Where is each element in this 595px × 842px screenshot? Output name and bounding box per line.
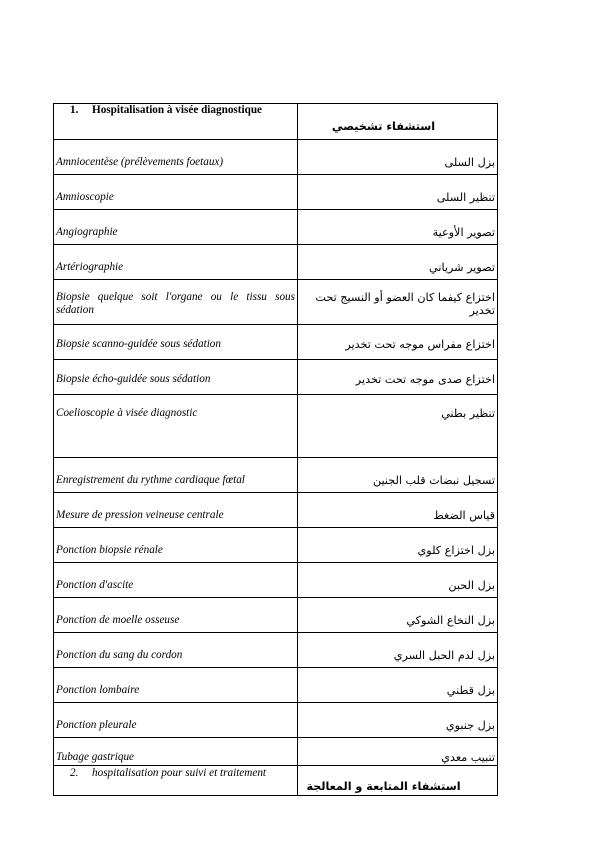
row-fr-text: Artériographie xyxy=(56,261,124,273)
row-fr xyxy=(54,668,298,703)
row-ar xyxy=(298,493,498,528)
section-1-title-ar: استشفاء تشخيصي xyxy=(298,104,498,140)
row-ar xyxy=(298,528,498,563)
row-fr xyxy=(54,175,298,210)
section-header-row xyxy=(54,104,498,140)
row-fr xyxy=(54,493,298,528)
row-fr xyxy=(54,325,298,360)
row-fr-text: Biopsie scanno-guidée sous sédation xyxy=(56,338,221,350)
table-row xyxy=(54,360,498,395)
table-row xyxy=(54,280,498,325)
table-row xyxy=(54,245,498,280)
row-fr xyxy=(54,528,298,563)
row-fr xyxy=(54,563,298,598)
row-fr-text: Enregistrement du rythme cardiaque fœtal xyxy=(56,474,245,486)
row-fr-text: Ponction d'ascite xyxy=(56,579,134,591)
section-2-title-text: hospitalisation pour suivi et traitement xyxy=(92,767,267,779)
row-fr-text: Ponction lombaire xyxy=(56,684,140,696)
row-ar-text: تصوير شرياني xyxy=(429,261,495,274)
row-ar-text: بزل السلى xyxy=(444,156,495,169)
row-ar-text: تصوير الأوعية xyxy=(432,226,495,239)
section-2-title-fr xyxy=(54,766,298,796)
row-fr xyxy=(54,360,298,395)
table-row xyxy=(54,703,498,738)
table-row xyxy=(54,668,498,703)
row-ar-text: بزل قطني xyxy=(446,684,495,697)
row-fr xyxy=(54,395,298,458)
row-ar xyxy=(298,738,498,766)
row-ar xyxy=(298,668,498,703)
row-ar xyxy=(298,633,498,668)
row-ar xyxy=(298,458,498,493)
row-ar-text: تنظير بطني xyxy=(441,407,495,420)
row-ar-text: بزل الحبن xyxy=(448,579,495,592)
row-ar-text: بزل جنبوي xyxy=(445,719,495,732)
row-fr xyxy=(54,703,298,738)
row-ar xyxy=(298,245,498,280)
row-fr xyxy=(54,633,298,668)
row-ar-text: تنظير السلى xyxy=(436,191,495,204)
table-row xyxy=(54,633,498,668)
row-ar-text: بزل لدم الحبل السري xyxy=(393,649,495,662)
section-2-title-ar: استشفاء المتابعة و المعالجة xyxy=(298,766,498,796)
row-ar xyxy=(298,703,498,738)
section-1-title-fr xyxy=(54,104,298,140)
row-fr-text: Angiographie xyxy=(56,226,118,238)
row-ar-text: بزل اختزاع كلوي xyxy=(417,544,495,557)
row-ar xyxy=(298,360,498,395)
table-row xyxy=(54,395,498,458)
row-fr-text: Tubage gastrique xyxy=(56,751,135,763)
row-fr xyxy=(54,245,298,280)
table-row xyxy=(54,563,498,598)
table-row xyxy=(54,210,498,245)
row-fr xyxy=(54,210,298,245)
row-fr-text: Mesure de pression veineuse centrale xyxy=(56,509,224,521)
row-fr-text: Ponction pleurale xyxy=(56,719,137,731)
row-ar-text: تنبيب معدي xyxy=(441,751,495,764)
table-row xyxy=(54,140,498,175)
procedures-table xyxy=(53,103,498,796)
row-ar-text: اختزاع صدى موجه تحت تخدير xyxy=(355,373,495,386)
table-row xyxy=(54,458,498,493)
row-fr xyxy=(54,140,298,175)
row-fr xyxy=(54,738,298,766)
row-fr xyxy=(54,458,298,493)
section-1-number: 1. xyxy=(70,104,79,116)
table-row xyxy=(54,528,498,563)
section-1-title-text: Hospitalisation à visée diagnostique xyxy=(92,104,263,116)
row-fr xyxy=(54,280,298,325)
row-ar-text: بزل النخاع الشوكي xyxy=(406,614,495,627)
section-2-number: 2. xyxy=(70,767,79,779)
row-ar-text: تسجيل نبضات قلب الجنين xyxy=(372,474,495,487)
row-fr-text: Amniocentèse (prélèvements foetaux) xyxy=(56,156,224,168)
row-ar xyxy=(298,325,498,360)
row-fr-text: Ponction de moelle osseuse xyxy=(56,614,180,626)
row-fr-text: Amnioscopie xyxy=(56,191,114,203)
table-row xyxy=(54,493,498,528)
table-row xyxy=(54,738,498,766)
row-fr-text: Biopsie quelque soit l'organe ou le tissu sous xyxy=(56,291,295,303)
row-fr-text: Biopsie écho-guidée sous sédation xyxy=(56,373,211,385)
section-header-row xyxy=(54,766,498,796)
row-ar xyxy=(298,280,498,325)
row-fr-text: Ponction du sang du cordon xyxy=(56,649,183,661)
row-fr-text-line2: sédation xyxy=(56,304,94,316)
row-ar xyxy=(298,140,498,175)
row-fr xyxy=(54,598,298,633)
row-fr-text: Ponction biopsie rénale xyxy=(56,544,163,556)
row-ar xyxy=(298,210,498,245)
row-ar xyxy=(298,175,498,210)
row-ar xyxy=(298,395,498,458)
table-row xyxy=(54,598,498,633)
row-ar xyxy=(298,598,498,633)
row-ar-text: اختزاع كيفما كان العضو أو النسيج تحت تخدير xyxy=(315,291,495,317)
row-ar-text: قياس الضغط xyxy=(433,509,495,522)
table-row xyxy=(54,325,498,360)
row-fr-text: Coelioscopie à visée diagnostic xyxy=(56,407,198,419)
row-ar-text: اختزاع مفراس موجه تحت تخدير xyxy=(345,338,495,351)
table-row xyxy=(54,175,498,210)
row-ar xyxy=(298,563,498,598)
